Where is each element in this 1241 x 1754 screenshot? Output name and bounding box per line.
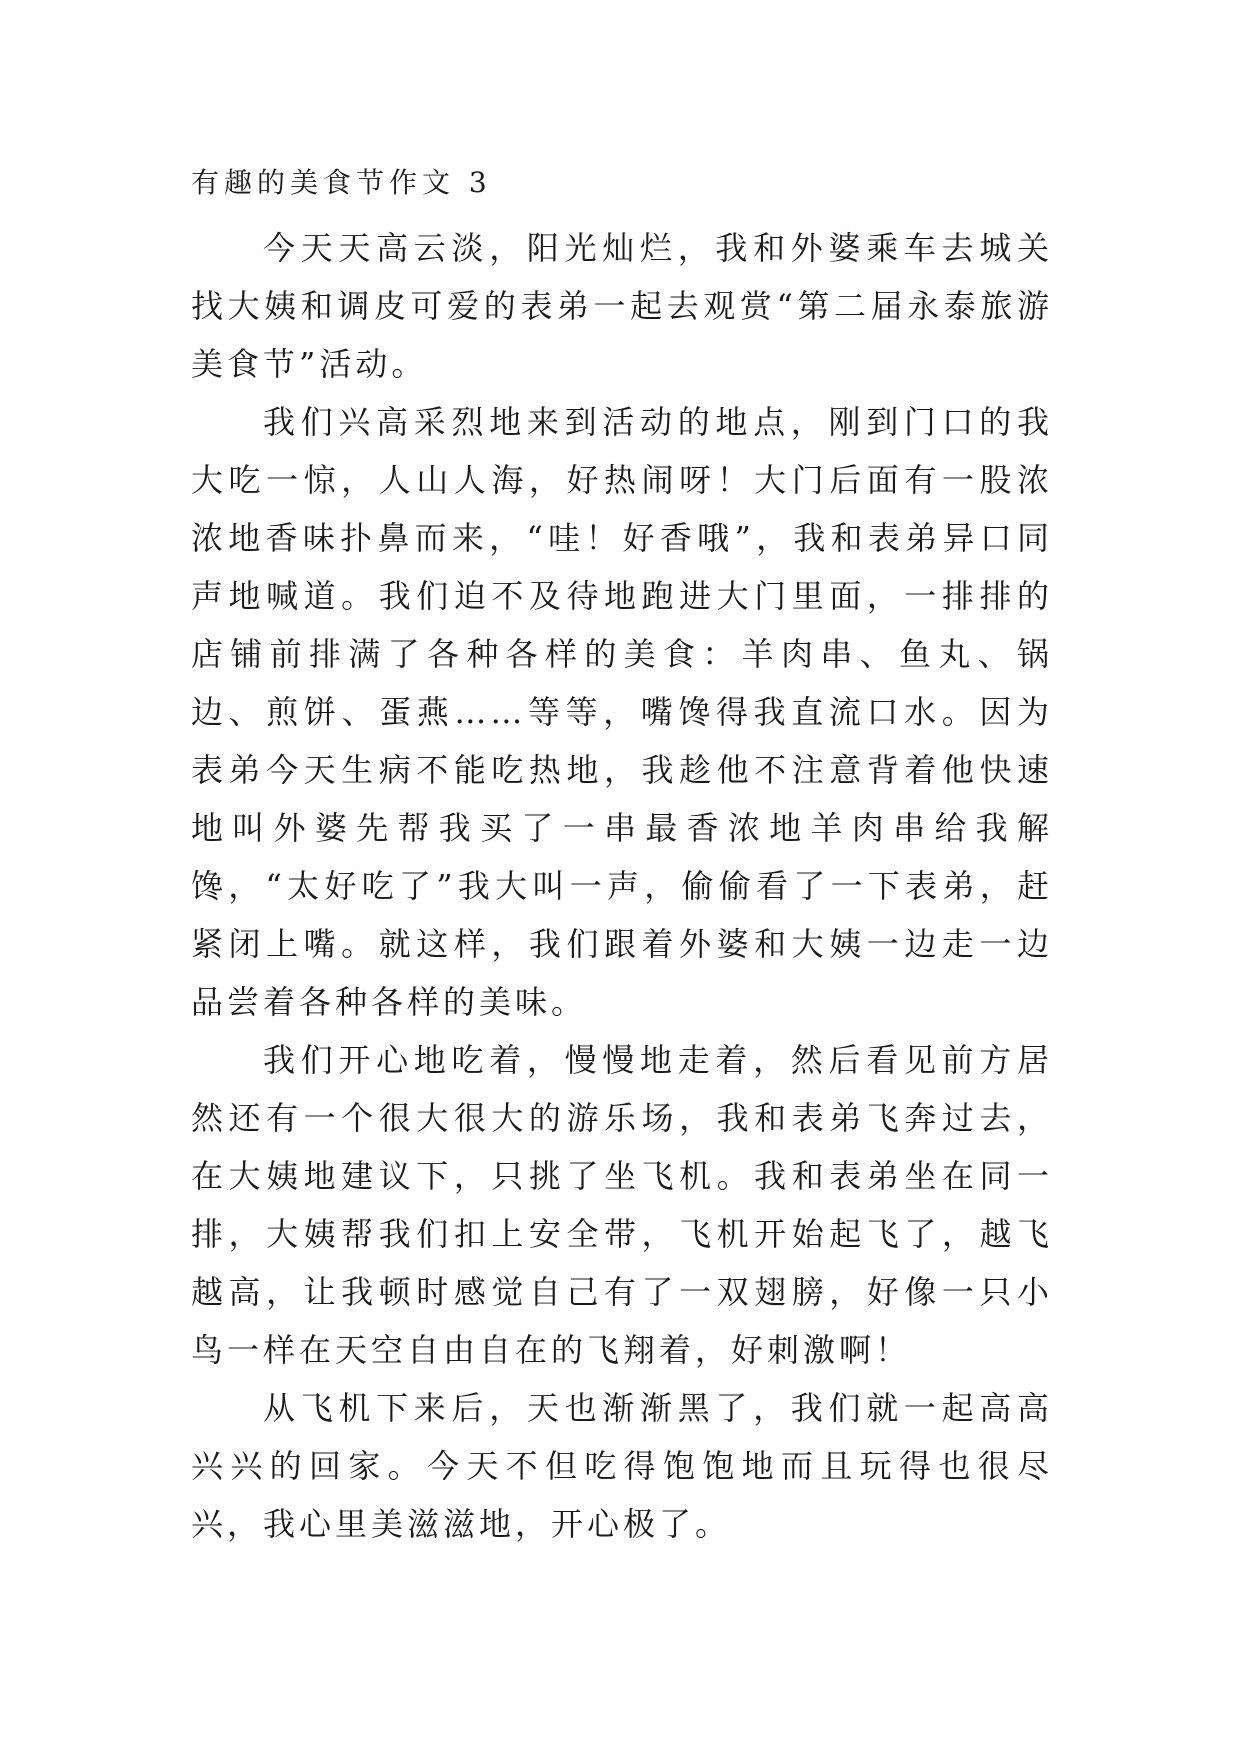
paragraph-1: 今天天高云淡，阳光灿烂，我和外婆乘车去城关找大姨和调皮可爱的表弟一起去观赏“第二届永泰旅游美食节”活动。 bbox=[191, 229, 1053, 383]
document-page bbox=[191, 163, 1053, 1553]
paragraph-4: 从飞机下来后，天也渐渐黑了，我们就一起高高兴兴的回家。今天不但吃得饱饱地而且玩得也很尽兴，我心里美滋滋地，开心极了。 bbox=[191, 1389, 1053, 1543]
paragraph-3: 我们开心地吃着，慢慢地走着，然后看见前方居然还有一个很大很大的游乐场，我和表弟飞奔过去，在大姨地建议下，只挑了坐飞机。我和表弟坐在同一排，大姨帮我们扣上安全带，飞机开始起飞了，越飞越高，让我顿时感觉自己有了一双翅膀，好像一只小鸟一样在天空自由自在的飞翔着，好刺激啊！ bbox=[191, 1041, 1053, 1369]
document-title: 有趣的美食节作文 3 bbox=[191, 166, 492, 199]
paragraph-2: 我们兴高采烈地来到活动的地点，刚到门口的我大吃一惊，人山人海，好热闹呀！大门后面有一股浓浓地香味扑鼻而来，“哇！好香哦”，我和表弟异口同声地喊道。我们迫不及待地跑进大门里面，一排排的店铺前排满了各种各样的美食：羊肉串、鱼丸、锅边、煎饼、蛋燕……等等，嘴馋得我直流口水。因为表弟今天生病不能吃热地，我趁他不注意背着他快速地叫外婆先帮我买了一串最香浓地羊肉串给我解馋，“太好吃了”我大叫一声，偷偷看了一下表弟，赶紧闭上嘴。就这样，我们跟着外婆和大姨一边走一边品尝着各种各样的美味。 bbox=[191, 403, 1053, 1021]
